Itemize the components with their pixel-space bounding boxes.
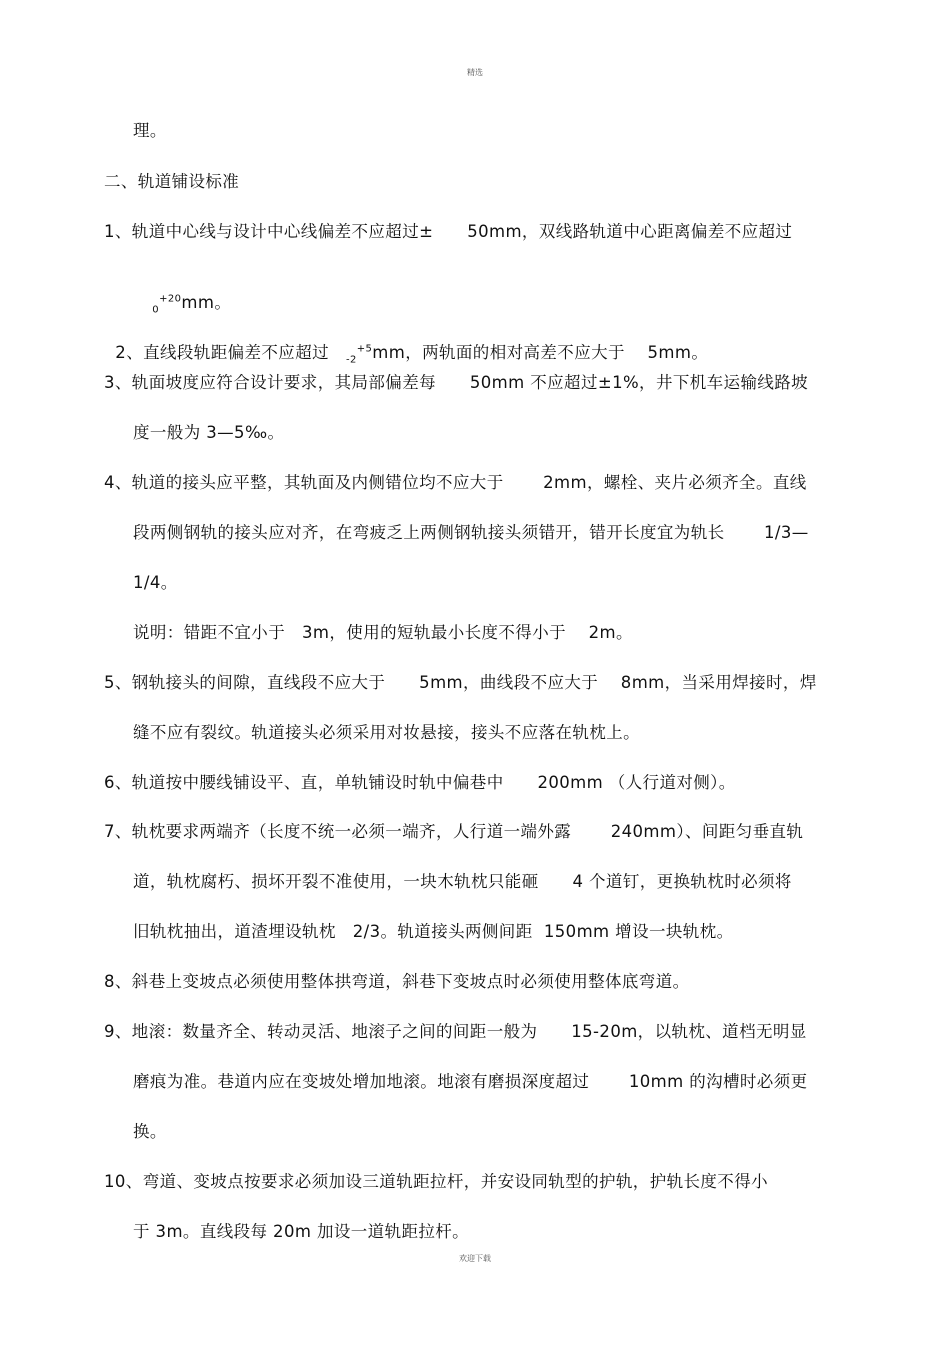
unit-text: mm。 [181, 293, 232, 312]
tolerance-lower: 0 [152, 304, 160, 316]
tolerance-upper: +5 [356, 343, 373, 355]
text-line: 换。 [133, 1122, 167, 1141]
text-line [141, 273, 232, 316]
text-segment: mm，两轨面的相对高差不应大于 5mm。 [372, 343, 709, 362]
text-line: 缝不应有裂纹。轨道接头必须采用对妆悬接，接头不应落在轨枕上。 [133, 723, 640, 742]
text-line: 5、钢轨接头的间隙，直线段不应大于 5mm，曲线段不应大于 8mm，当采用焊接时，焊 [104, 673, 817, 692]
section-heading: 二、轨道铺设标准 [104, 172, 240, 191]
text-line: 理。 [133, 121, 167, 140]
text-line [104, 323, 709, 366]
text-line: 旧轨枕抽出，道渣埋设轨枕 2/3。轨道接头两侧间距 150mm 增设一块轨枕。 [133, 922, 734, 941]
text-line: 段两侧钢轨的接头应对齐，在弯疲乏上两侧钢轨接头须错开，错开长度宜为轨长 1/3— [133, 523, 809, 542]
text-line: 3、轨面坡度应符合设计要求，其局部偏差每 50mm 不应超过±1%，井下机车运输线路坡 [104, 373, 809, 392]
page-header: 精选 [467, 68, 483, 77]
text-line: 9、地滚：数量齐全、转动灵活、地滚子之间的间距一般为 15-20m，以轨枕、道档无明显 [104, 1022, 807, 1041]
tolerance-upper: +20 [159, 293, 182, 305]
note-line: 说明：错距不宜小于 3m，使用的短轨最小长度不得小于 2m。 [133, 623, 633, 642]
text-line: 10、弯道、变坡点按要求必须加设三道轨距拉杆，并安设同轨型的护轨，护轨长度不得小 [104, 1172, 768, 1191]
page-footer: 欢迎下载 [459, 1254, 491, 1263]
text-line: 1、轨道中心线与设计中心线偏差不应超过± 50mm，双线路轨道中心距离偏差不应超过 [104, 222, 793, 241]
text-segment: 2、直线段轨距偏差不应超过 [115, 343, 346, 362]
text-line: 7、轨枕要求两端齐（长度不统一必须一端齐，人行道一端外露 240mm）、间距匀垂直轨 [104, 822, 804, 841]
text-line: 4、轨道的接头应平整，其轨面及内侧错位均不应大于 2mm，螺栓、夹片必须齐全。直线 [104, 473, 807, 492]
text-line: 度一般为 3—5‰。 [133, 423, 285, 442]
text-line: 6、轨道按中腰线铺设平、直，单轨铺设时轨中偏巷中 200mm （人行道对侧）。 [104, 773, 736, 792]
text-line: 于 3m。直线段每 20m 加设一道轨距拉杆。 [133, 1222, 470, 1241]
tolerance-lower: -2 [345, 354, 357, 366]
text-line: 道，轨枕腐朽、损坏开裂不准使用，一块木轨枕只能砸 4 个道钉，更换轨枕时必须将 [133, 872, 792, 891]
text-line: 磨痕为准。巷道内应在变坡处增加地滚。地滚有磨损深度超过 10mm 的沟槽时必须更 [133, 1072, 808, 1091]
text-line: 1/4。 [133, 573, 178, 592]
text-line: 8、斜巷上变坡点必须使用整体拱弯道，斜巷下变坡点时必须使用整体底弯道。 [104, 972, 690, 991]
